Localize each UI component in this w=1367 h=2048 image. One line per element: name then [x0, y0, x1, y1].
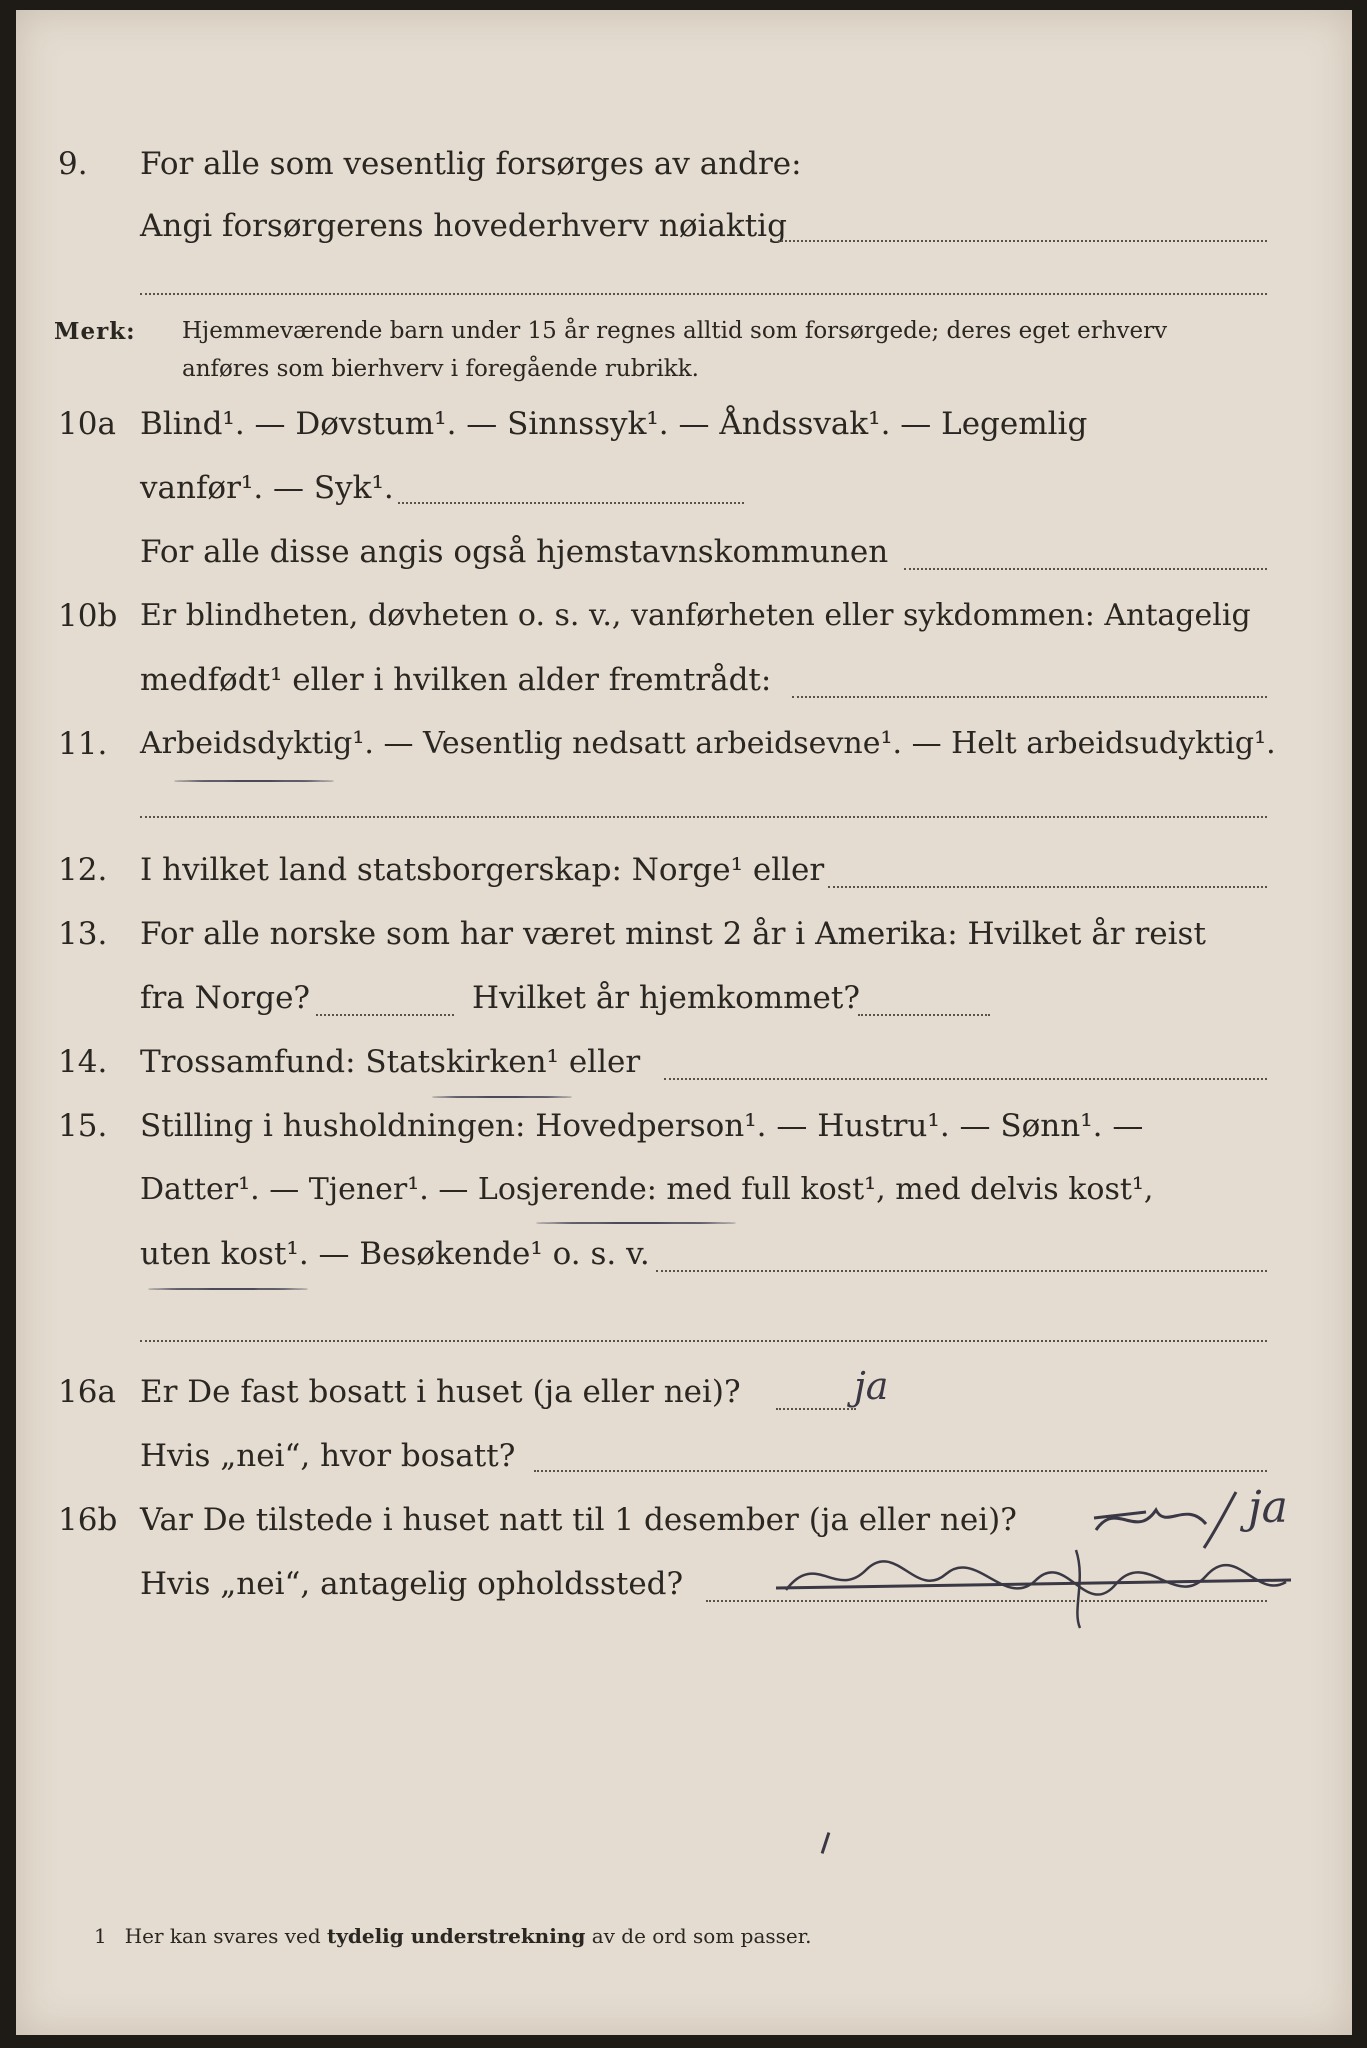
item-number: 16b: [58, 1502, 118, 1538]
item-13-line2: [16, 980, 1352, 1030]
item-10b-line2: [16, 662, 1352, 712]
item-number: 13.: [58, 916, 108, 952]
item-13: [16, 916, 1352, 966]
item-9-line: [16, 208, 1352, 258]
item-text: Hvis „nei“, antagelig opholdssted?: [140, 1566, 684, 1602]
item-15-line3: [16, 1236, 1352, 1286]
item-15-line2: [16, 1172, 1352, 1222]
item-10a-line3: [16, 534, 1352, 584]
item-text: Hvilket år hjemkommet?: [472, 980, 860, 1016]
item-11: [16, 726, 1352, 776]
item-9: [16, 146, 1352, 196]
item-text: uten kost¹. — Besøkende¹ o. s. v.: [140, 1236, 650, 1272]
item-text: vanfør¹. — Syk¹.: [140, 470, 394, 506]
item-text: I hvilket land statsborgerskap: Norge¹ eller: [140, 852, 825, 888]
answer-line: [778, 240, 1267, 242]
answer-line: [664, 1078, 1267, 1080]
answer-line: [140, 293, 1267, 295]
item-16a: [16, 1364, 1352, 1424]
answer-line: [656, 1270, 1267, 1272]
item-text: Arbeidsdyktig¹. — Vesentlig nedsatt arbeidsevne¹. — Helt arbeidsudyktig¹.: [140, 726, 1276, 761]
answer-line: [776, 1408, 856, 1410]
underline-mark: [148, 1288, 308, 1290]
answer-line: [398, 502, 744, 504]
footnote-text-bold: tydelig understrekning: [327, 1924, 586, 1948]
answer-line: [858, 1014, 990, 1016]
item-text: Blind¹. — Døvstum¹. — Sinnssyk¹. — Åndssvak¹. — Legemlig: [140, 406, 1088, 442]
item-text: Hvis „nei“, hvor bosatt?: [140, 1438, 516, 1474]
item-10b: [16, 598, 1352, 648]
item-text: Stilling i husholdningen: Hovedperson¹. — Hustru¹. — Sønn¹. —: [140, 1108, 1144, 1144]
item-10a: [16, 406, 1352, 456]
underline-mark: [432, 1096, 572, 1098]
item-10a-line2: [16, 470, 1352, 520]
item-text: Er blindheten, døvheten o. s. v., vanførheten eller sykdommen: Antagelig: [140, 598, 1251, 633]
item-16a-line2: [16, 1438, 1352, 1488]
item-text: medfødt¹ eller i hvilken alder fremtrådt:: [140, 662, 772, 698]
answer-line: [140, 816, 1267, 818]
item-12: [16, 852, 1352, 902]
item-number: 10b: [58, 598, 118, 634]
merk-label: Merk:: [54, 318, 136, 345]
footnote-text-post: av de ord som passer.: [585, 1924, 812, 1948]
stray-mark: [821, 1832, 831, 1854]
merk-text-2: anføres som bierhverv i foregående rubrikk.: [182, 356, 699, 382]
footnote: [94, 1924, 811, 1948]
item-number: 15.: [58, 1108, 108, 1144]
item-text: For alle disse angis også hjemstavnskommunen: [140, 534, 889, 570]
answer-line: [792, 696, 1267, 698]
item-number: 9.: [58, 146, 88, 182]
item-text: For alle som vesentlig forsørges av andre:: [140, 146, 802, 182]
answer-line: [316, 1014, 454, 1016]
item-14: [16, 1044, 1352, 1094]
item-text: For alle norske som har været minst 2 år i Amerika: Hvilket år reist: [140, 916, 1206, 952]
underline-mark: [536, 1222, 736, 1224]
handwritten-answer-16a: ja: [854, 1364, 889, 1408]
item-number: 16a: [58, 1374, 116, 1410]
item-number: 14.: [58, 1044, 108, 1080]
item-text: Trossamfund: Statskirken¹ eller: [140, 1044, 641, 1080]
item-text: Angi forsørgerens hovederhverv nøiaktig: [140, 208, 787, 244]
answer-line: [534, 1470, 1267, 1472]
item-15: [16, 1108, 1352, 1158]
item-text: Er De fast bosatt i huset (ja eller nei)?: [140, 1374, 741, 1410]
item-text: Var De tilstede i huset natt til 1 desember (ja eller nei)?: [140, 1502, 1017, 1538]
item-number: 11.: [58, 726, 108, 762]
item-text: Datter¹. — Tjener¹. — Losjerende: med full kost¹, med delvis kost¹,: [140, 1172, 1154, 1207]
footnote-mark: 1: [94, 1924, 107, 1948]
item-text: fra Norge?: [140, 980, 311, 1016]
census-form-page: [16, 10, 1352, 2035]
item-number: 12.: [58, 852, 108, 888]
answer-line: [904, 568, 1267, 570]
crossed-out-handwriting: [776, 1540, 1296, 1630]
merk-text-1: Hjemmeværende barn under 15 år regnes alltid som forsørgede; deres eget erhverv: [182, 318, 1168, 344]
item-number: 10a: [58, 406, 116, 442]
answer-line: [140, 1340, 1267, 1342]
underline-mark: [174, 780, 334, 782]
handwritten-answer-16b: ja: [1248, 1482, 1288, 1533]
answer-line: [828, 886, 1267, 888]
footnote-text-pre: Her kan svares ved: [124, 1924, 328, 1948]
